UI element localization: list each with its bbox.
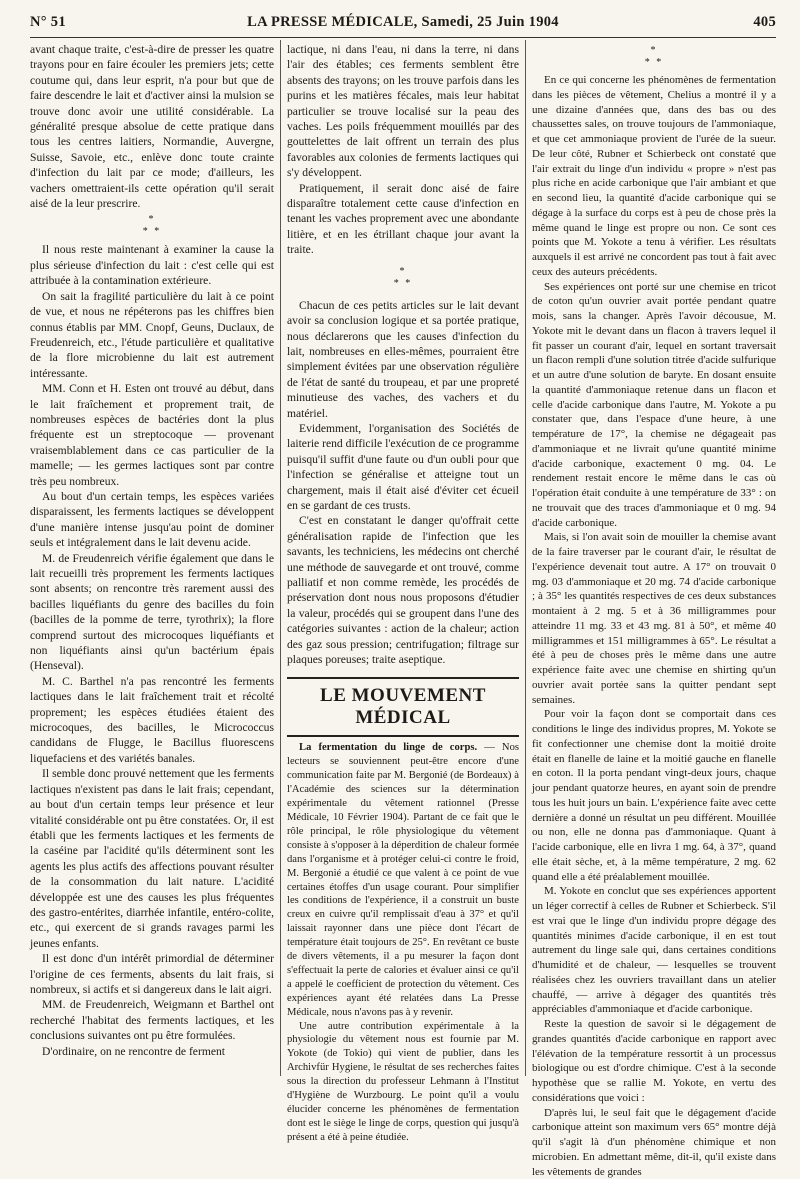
separator-stars: * * *: [532, 45, 776, 69]
paragraph: Evidemment, l'organisation des Sociétés de laiterie rend difficile l'exécution de ce programme puisqu'il suffit d'une faute ou d'un oubli pour que l'infection se généralise et atteigne tout un chargement, mais il était aisé d'éviter cet écueil en se gardant de ces trusts.: [287, 421, 519, 513]
paragraph: Reste la question de savoir si le dégagement de grandes quantités d'acide carbonique en rapport avec l'élévation de la température ressortit à un processus biologique ou est d'ordre chimique. C'est à la seconde hypothèse que se rallie M. Yokote, en vertu des considérations que voici :: [532, 1017, 776, 1106]
separator-stars: * * *: [287, 266, 519, 290]
column-divider: [525, 40, 526, 1076]
journal-title: LA PRESSE MÉDICALE, Samedi, 25 Juin 1904: [30, 14, 776, 31]
paragraph: M. C. Barthel n'a pas rencontré les ferments lactiques dans le lait fraîchement trait et récolté proprement; les espèces étudiées étaient des microcoques, des bacilles, le Micrococcus candidans de Flugge, le Bacillus fluorescens liquefaciens et des variétés banales.: [30, 674, 274, 766]
paragraph: D'ordinaire, on ne rencontre de ferment: [30, 1044, 274, 1059]
column-1: [30, 42, 274, 1074]
paragraph: Au bout d'un certain temps, les espèces variées disparaissent, les ferments lactiques se développent d'une manière intense jusqu'au point de dominer seuls et intégralement dans le lait devenu acide.: [30, 489, 274, 551]
paragraph: Mais, si l'on avait soin de mouiller la chemise avant de la faire traverser par le courant d'air, le résultat de l'expérience devenait tout autre. A 17° on trouvait 0 mg. 03 d'ammoniaque et 20 mg. 74 d'acide carbonique ; à 35° les quantités respectives de ces deux substances montaient à 2 mg. 5 et à 36 milligrammes pour atteindre 11 mg. 33 et 43 mg. 81 à 50°, et même 40 milligrammes et 151 milligrammes à 65°. Le résultat a été à peu de choses près le même dans une autre expérience faite avec une chemise en shirting qu'un ouvrier avait portée sans la quitter pendant sept semaines.: [532, 530, 776, 707]
paragraph: MM. Conn et H. Esten ont trouvé au début, dans le lait fraîchement et proprement trait, de nombreuses espèces de bactéries dont la plus fréquente est un streptocoque — provenant vraisemblablement dans ce cas particulier de la mamelle; — les germes lactiques sont par contre très peu nombreux.: [30, 381, 274, 489]
paragraph: Il semble donc prouvé nettement que les ferments lactiques n'existent pas dans le lait frais; cependant, au bout d'un certain temps leur présence et leur vitalité considérable ont pu être constatées. Or, il est établi que les ferments lactiques et les ferments de la caséine par l'acidité qu'ils déterminent sont les agents les plus actifs des affections pouvant résulter de la consommation du lait nature. L'acidité développée est une des causes les plus fréquentes des gastro-entérites, diarrhée infantile, entéro-colite, etc., qui exercent de si grands ravages parmi les jeunes enfants.: [30, 766, 274, 951]
paragraph: On sait la fragilité particulière du lait à ce point de vue, et nous ne répéterons pas les chiffres bien connus établis par MM. Cnopf, Geuns, Duclaux, de Freudenreich, etc., l'étude particulière et qualitative de la flore microbienne du lait est autrement intéressante.: [30, 289, 274, 381]
column-3: [532, 42, 776, 1074]
paragraph: — Nos lecteurs se souviennent peut-être encore d'une communication faite par M. Bergonié (de Bordeaux) à l'Académie des sciences sur la détermination expérimentale du vêtement rationnel (Presse Médicale, 10 Février 1904). Partant de ce fait que le rôle principal, le rôle physiologique du vêtement consiste à s'opposer à la déperdition de chaleur formée dans l'organisme et à protéger celui-ci contre le froid, M. Bergonié a étudié ce que valent à ce point de vue certaines étoffes d'un usage courant. Pour simplifier les conditions de l'expérience, il a construit un buste creux en cuivre qu'il remplissait d'eau à 37° et qu'il laissait rayonner dans une pièce dont l'écart de température était toujours de 25°. En revêtant ce buste de divers vêtements, il a pu mesurer la façon dont s'effectuait la perte de calories et évaluer ainsi ce qu'il a appelé le coefficient de protection du vêtement. Ces expériences ayant été relatées dans La Presse Médicale, nous n'avons pas à y revenir.: [287, 742, 519, 1017]
paragraph: Pratiquement, il serait donc aisé de faire disparaître totalement cette cause d'infection en tenant les vaches proprement avec une abondante litière, et en les étrillant chaque jour avant la traite.: [287, 181, 519, 258]
paragraph: Pour voir la façon dont se comportait dans ces conditions le linge des individus propres, M. Yokote se fit confectionner une chemise dont la moitié droite était en flanelle de laine et la moitié gauche en flanelle en coton. Il la porta pendant vingt-deux jours, chaque jour pendant quatorze heures, en ayant soin de prendre tous les huit jours un bain. L'expérience faite avec cette dernière a donné un résultat un peu différent. Mouillée ou non, elle ne donna pas d'ammoniaque. Quant à l'acide carbonique, elle en livra 1 mg. 64, à 37°, quand elle était sèche, et, à la même température, 2 mg. 62 quand elle a été préalablement mouillée.: [532, 707, 776, 884]
separator-stars: * * *: [30, 214, 274, 238]
column-divider: [280, 40, 281, 1076]
section-title: LE MOUVEMENT MÉDICAL: [287, 677, 519, 737]
page-header: [30, 14, 776, 36]
paragraph: Il est donc d'un intérêt primordial de déterminer l'origine de ces ferments, absents du lait frais, si nombreux, si actifs et si dangereux dans le lait aigri.: [30, 951, 274, 997]
paragraph: C'est en constatant le danger qu'offrait cette généralisation rapide de l'infection que les savants, les techniciens, les médecins ont cherché une méthode de sauvegarde et ont trouvé, comme palliatif et non comme remède, les procédés de préservation dont nous nous proposons d'étudier la valeur, procédés qui se groupent dans l'une des catégories suivantes : action de la chaleur; action des gaz sous pression; centrifugation; filtrage sur plaques poreuses; traite aseptique.: [287, 513, 519, 667]
issue-number: N° 51: [30, 14, 66, 31]
paragraph: MM. de Freudenreich, Weigmann et Barthel ont recherché l'habitat des ferments lactiques, et les conclusions suivantes ont pu être formulées.: [30, 997, 274, 1043]
page-number: 405: [753, 14, 776, 31]
paragraph: Il nous reste maintenant à examiner la cause la plus sérieuse d'infection du lait : c'est celle qui est attribuée à la contamination extérieure.: [30, 242, 274, 288]
paragraph: lactique, ni dans l'eau, ni dans la terre, ni dans l'air des étables; ces ferments semblent être absents des trayons; on les trouve parfois dans les purins et les matières fécales, mais leur habitat particulier se trouve localisé sur la peau des vaches. Les poils fréquemment mouillés par des gouttelettes de lait offrent un terrain des plus favorables aux colonies de ferments lactiques qui s'y développent.: [287, 42, 519, 181]
paragraph: Une autre contribution expérimentale à la physiologie du vêtement nous est fournie par M. Yokote (de Tokio) qui vient de publier, dans les Archivfür Hygiene, le résultat de ses recherches faites sous la direction du professeur Lehmann à l'Institut d'Hygiène de Wurzbourg. Le point qu'il a voulu élucider concerne les phénomènes de fermentation dont est le siège le linge de corps, question qui jusqu'à présent a été à peine étudiée.: [287, 1020, 519, 1145]
paragraph: D'après lui, le seul fait que le dégagement d'acide carbonique atteint son maximum vers 65° montre déjà qu'il s'agit là d'un phénomène chimique et non microbien. En admettant même, dit-il, qu'il existe dans les vêtements de grandes: [532, 1106, 776, 1179]
paragraph: M. Yokote en conclut que ses expériences apportent un léger correctif à celles de Rubner et Schierbeck. S'il est vrai que le linge d'un individu propre dégage des quantités minimes d'acide carbonique, il en est tout autrement du linge sale qui, dans certaines conditions d'humidité et de chaleur, — lesquelles se trouvent réalisées chez les ouvriers travaillant dans un atelier chauffé, — arrive à dégager des quantités très appréciables d'ammoniaque et d'acide carbonique.: [532, 884, 776, 1017]
paragraph: Chacun de ces petits articles sur le lait devant avoir sa conclusion logique et sa portée pratique, nous déclarerons que les causes d'infection du lait, nombreuses en elles-mêmes, pourraient être simplement évitées par une observation régulière de l'état de santé du troupeau, et par une propreté minutieuse des vaches, des vachers et du matériel.: [287, 298, 519, 421]
column-2: [287, 42, 519, 1074]
paragraph: En ce qui concerne les phénomènes de fermentation dans les pièces de vêtement, Chelius a montré il y a une dizaine d'années que, dans des bas ou des chaussettes sales, on trouve toujours de l'ammoniaque, et que cet ammoniaque provient de l'urée de la sueur. De leur côté, Rubner et Schierbeck ont constaté que l'air extrait du linge d'un individu « propre » n'est pas plus riche en acide carbonique que l'air ambiant et que en second lieu, la quantité d'acide carbonique qui se dégage à la surface du corps est à peu de chose près la même quand le linge est propre ou non. Ce sont ces points que M. Yokote a tenu à vérifier. Les résultats auxquels il est arrivé ne concordent pas tout à fait avec ceux des auteurs précédents.: [532, 73, 776, 280]
article-title: La fermentation du linge de corps.: [299, 742, 477, 753]
paragraph: avant chaque traite, c'est-à-dire de presser les quatre trayons pour en faire écouler les premiers jets; cette coutume qui, dans leur esprit, n'a pour but que de faire descendre le lait et d'activer ainsi la mulsion se trouve donc avoir une utilité considérable. La généralité presque absolue de cette pratique dans tous les centres laitiers, Normandie, Auvergne, Suisse, Savoie, etc., enlève donc toute crainte d'infection du lait par ce mode; d'ailleurs, les vachers omettraient-ils cette opération qu'il serait aisé de la leur prescrire.: [30, 42, 274, 211]
paragraph: Ses expériences ont porté sur une chemise en tricot de coton qu'un ouvrier avait portée pendant quatre mois, sans la changer. Après l'avoir décousue, M. Yokote mit le devant dans un flacon à travers lequel il fit passer un courant d'air, lequel en sortant traversait un flacon rempli d'une solution titrée d'acide sulfurique et un autre d'une solution de baryte. En dosant ensuite la quantité d'ammoniaque retenue dans un flacon et celle d'acide carbonique dans l'autre, M. Yokote a pu constater que, dans l'espace d'une heure, à une température de 17°, la chemise ne dégageait pas d'ammoniaque et ne livrait qu'une quantité minime d'acide carbonique, exactement 0 mg. 04. Le rendement restait encore le même dans le cas où l'opération était conduite à une température de 33° : on ne trouvait que des traces d'ammoniaque et 0 mg. 94 d'acide carbonique.: [532, 280, 776, 531]
header-rule: [30, 37, 776, 38]
paragraph: M. de Freudenreich vérifie également que dans le lait recueilli très proprement les ferments lactiques sont absents; on rencontre très rarement aussi des bacilles liquéfiants du genre des bacilles du foin (bacilles de la pomme de terre, tyrothrix); la flore comprend surtout des microcoques liquéfiants et non liquéfiants ainsi qu'un bactérium épais (Henseval).: [30, 551, 274, 674]
